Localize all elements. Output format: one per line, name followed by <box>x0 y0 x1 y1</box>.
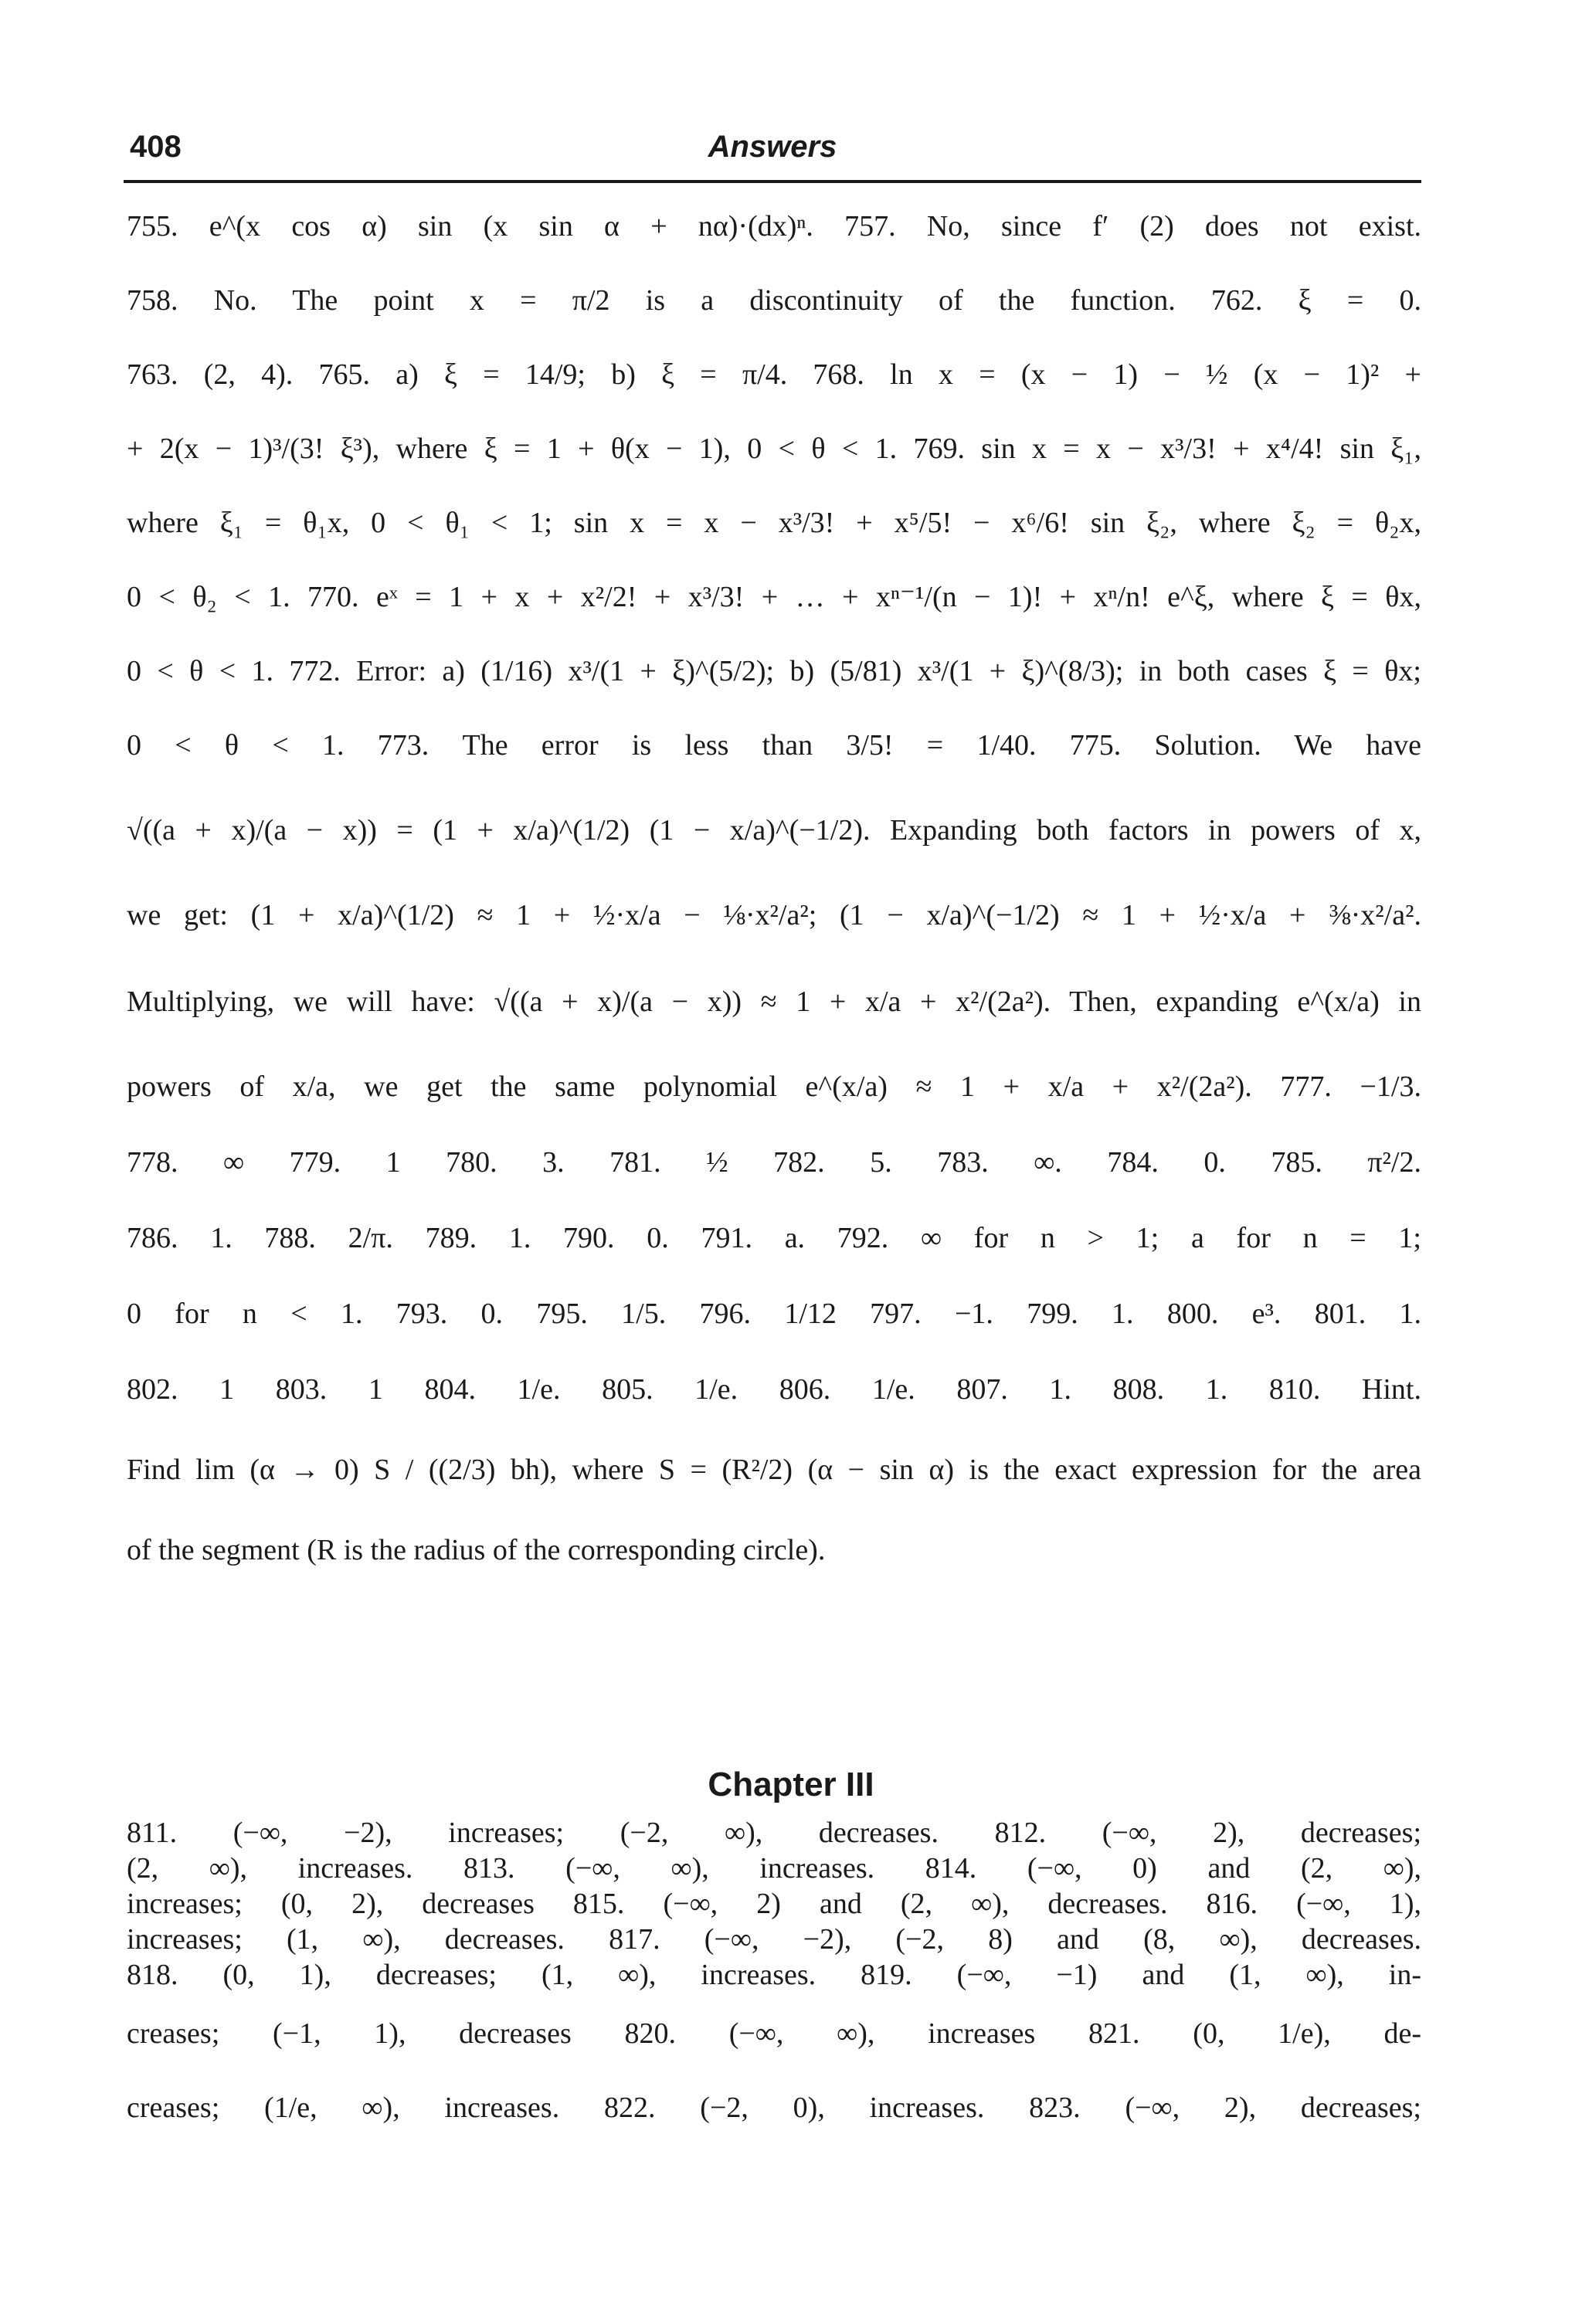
answer-line: of the segment (R is the radius of the corresponding circle). <box>127 1534 826 1566</box>
chapter-heading: Chapter III <box>708 1766 874 1803</box>
chapter-answer-line: increases; (1, ∞), decreases. 817. (−∞, −2), (−2, 8) and (8, ∞), decreases. <box>127 1923 1421 1956</box>
running-title: Answers <box>708 130 837 164</box>
page-number: 408 <box>130 130 182 164</box>
answer-line: 0 for n < 1. 793. 0. 795. 1/5. 796. 1/12 797. −1. 799. 1. 800. e³. 801. 1. <box>127 1298 1421 1330</box>
answer-line: √((a + x)/(a − x)) = (1 + x/a)^(1/2) (1 − x/a)^(−1/2). Expanding both factors in powers of x, <box>127 814 1421 846</box>
answer-line: Multiplying, we will have: √((a + x)/(a − x)) ≈ 1 + x/a + x²/(2a²). Then, expanding e^(x/a) in <box>127 986 1421 1018</box>
answer-line: Find lim (α → 0) S / ((2/3) bh), where S = (R²/2) (α − sin α) is the exact expression for the area <box>127 1454 1421 1486</box>
chapter-answer-line: creases; (1/e, ∞), increases. 822. (−2, 0), increases. 823. (−∞, 2), decreases; <box>127 2092 1421 2124</box>
answer-line: we get: (1 + x/a)^(1/2) ≈ 1 + ½·x/a − ⅛·x²/a²; (1 − x/a)^(−1/2) ≈ 1 + ½·x/a + ⅜·x²/a². <box>127 899 1421 931</box>
answer-line: 802. 1 803. 1 804. 1/e. 805. 1/e. 806. 1/e. 807. 1. 808. 1. 810. Hint. <box>127 1373 1421 1406</box>
answer-line: powers of x/a, we get the same polynomial e^(x/a) ≈ 1 + x/a + x²/(2a²). 777. −1/3. <box>127 1070 1421 1103</box>
answer-line: 0 < θ₂ < 1. 770. eˣ = 1 + x + x²/2! + x³/3! + … + xⁿ⁻¹/(n − 1)! + xⁿ/n! e^ξ, where ξ = θx, <box>127 581 1421 613</box>
answer-line: 778. ∞ 779. 1 780. 3. 781. ½ 782. 5. 783. ∞. 784. 0. 785. π²/2. <box>127 1146 1421 1179</box>
chapter-answer-line: 811. (−∞, −2), increases; (−2, ∞), decreases. 812. (−∞, 2), decreases; <box>127 1817 1421 1849</box>
answer-line: + 2(x − 1)³/(3! ξ³), where ξ = 1 + θ(x − 1), 0 < θ < 1. 769. sin x = x − x³/3! + x⁴/4! sin ξ₁, <box>127 433 1421 465</box>
answer-line: 758. No. The point x = π/2 is a discontinuity of the function. 762. ξ = 0. <box>127 284 1421 317</box>
header-rule <box>124 180 1421 183</box>
answer-line: 755. e^(x cos α) sin (x sin α + nα)·(dx)ⁿ. 757. No, since f′ (2) does not exist. <box>127 210 1421 243</box>
chapter-answer-line: 818. (0, 1), decreases; (1, ∞), increases. 819. (−∞, −1) and (1, ∞), in- <box>127 1959 1421 1991</box>
answers-block <box>127 207 1421 1569</box>
running-header <box>124 130 1421 176</box>
answer-line: 786. 1. 788. 2/π. 789. 1. 790. 0. 791. a. 792. ∞ for n > 1; a for n = 1; <box>127 1222 1421 1254</box>
chapter-answer-line: increases; (0, 2), decreases 815. (−∞, 2) and (2, ∞), decreases. 816. (−∞, 1), <box>127 1888 1421 1920</box>
answer-line: 0 < θ < 1. 773. The error is less than 3/5! = 1/40. 775. Solution. We have <box>127 729 1421 762</box>
answer-line: 0 < θ < 1. 772. Error: a) (1/16) x³/(1 + ξ)^(5/2); b) (5/81) x³/(1 + ξ)^(8/3); in both cases ξ = θx; <box>127 655 1421 687</box>
answer-line: 763. (2, 4). 765. a) ξ = 14/9; b) ξ = π/4. 768. ln x = (x − 1) − ½ (x − 1)² + <box>127 358 1421 391</box>
answer-line: where ξ₁ = θ₁x, 0 < θ₁ < 1; sin x = x − x³/3! + x⁵/5! − x⁶/6! sin ξ₂, where ξ₂ = θ₂x, <box>127 507 1421 539</box>
chapter-answer-line: creases; (−1, 1), decreases 820. (−∞, ∞), increases 821. (0, 1/e), de- <box>127 2017 1421 2050</box>
chapter-answers-block <box>127 1815 1421 2126</box>
chapter-answer-line: (2, ∞), increases. 813. (−∞, ∞), increases. 814. (−∞, 0) and (2, ∞), <box>127 1852 1421 1885</box>
